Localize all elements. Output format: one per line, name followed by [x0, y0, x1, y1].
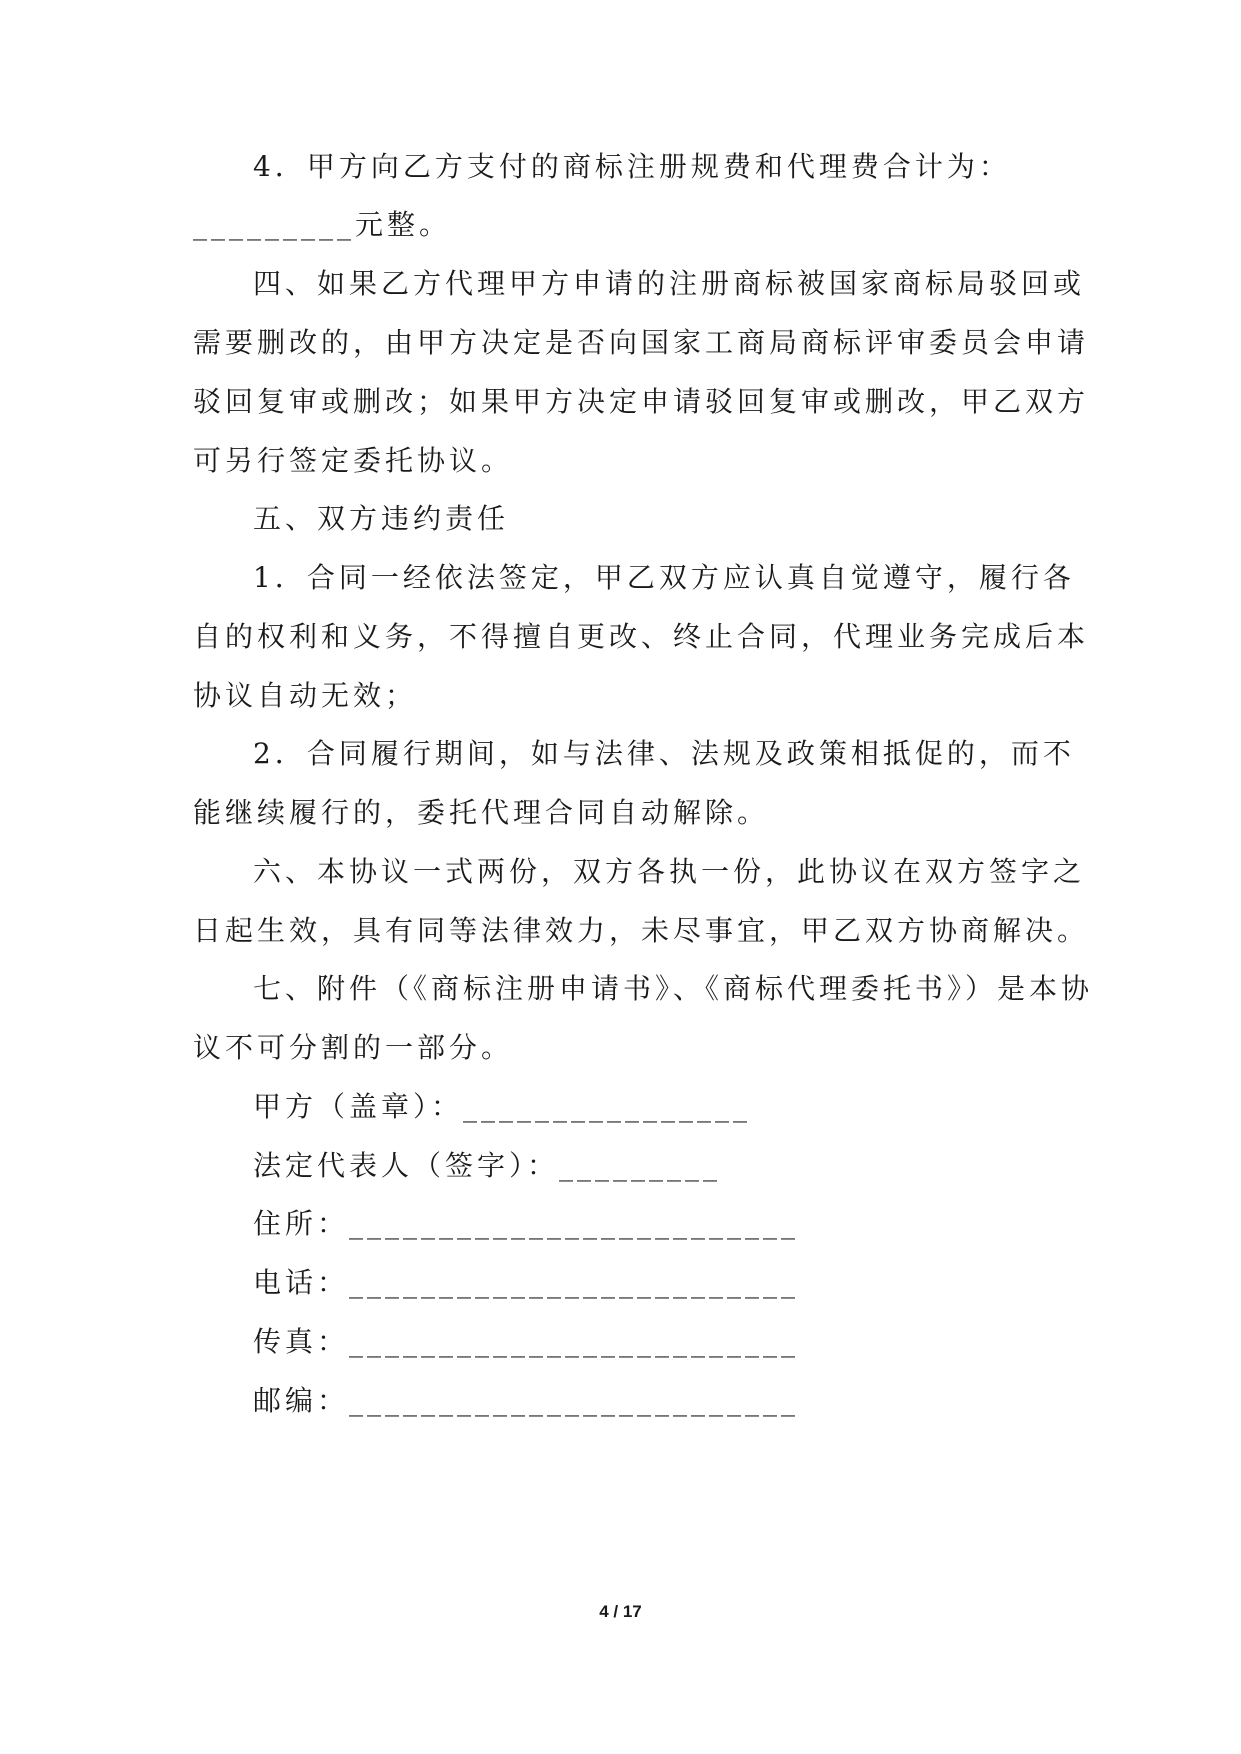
section-7-line-2: 议不可分割的一部分。	[193, 1031, 514, 1064]
section-4-line-2: 需要删改的，由甲方决定是否向国家工商局商标评审委员会申请	[193, 326, 1090, 359]
section-5-item-1-line-3: 协议自动无效；	[193, 679, 418, 712]
section-4-line-1: 四、如果乙方代理甲方申请的注册商标被国家商标局驳回或	[253, 267, 1086, 300]
section-6-line-2: 日起生效，具有同等法律效力，未尽事宜，甲乙双方协商解决。	[193, 914, 1090, 947]
phone-field: 电话：_________________________	[253, 1266, 800, 1299]
section-5-item-2-line-1: 2．合同履行期间，如与法律、法规及政策相抵促的，而不	[253, 737, 1075, 770]
section-5-item-1-line-1: 1．合同一经依法签定，甲乙双方应认真自觉遵守，履行各	[253, 561, 1075, 594]
address-field: 住所：_________________________	[253, 1207, 800, 1240]
fax-field: 传真：_________________________	[253, 1325, 800, 1358]
party-a-seal-field: 甲方（盖章）：________________	[253, 1090, 752, 1123]
section-4-line-4: 可另行签定委托协议。	[193, 444, 514, 477]
clause-4-fee-line-2: _________元整。	[193, 208, 452, 241]
clause-4-fee-line-1: 4．甲方向乙方支付的商标注册规费和代理费合计为：	[253, 150, 1011, 183]
section-5-item-1-line-2: 自的权利和义务，不得擅自更改、终止合同，代理业务完成后本	[193, 620, 1090, 653]
section-5-item-2-line-2: 能继续履行的，委托代理合同自动解除。	[193, 796, 770, 829]
section-6-line-1: 六、本协议一式两份，双方各执一份，此协议在双方签字之	[253, 855, 1086, 888]
section-7-line-1: 七、附件（《商标注册申请书》、《商标代理委托书》）是本协	[253, 972, 1094, 1005]
page-number: 4 / 17	[599, 1602, 642, 1621]
legal-representative-field: 法定代表人（签字）：_________	[253, 1149, 722, 1182]
section-5-heading: 五、双方违约责任	[253, 502, 510, 535]
postal-code-field: 邮编：_________________________	[253, 1384, 800, 1417]
section-4-line-3: 驳回复审或删改；如果甲方决定申请驳回复审或删改，甲乙双方	[193, 385, 1090, 418]
